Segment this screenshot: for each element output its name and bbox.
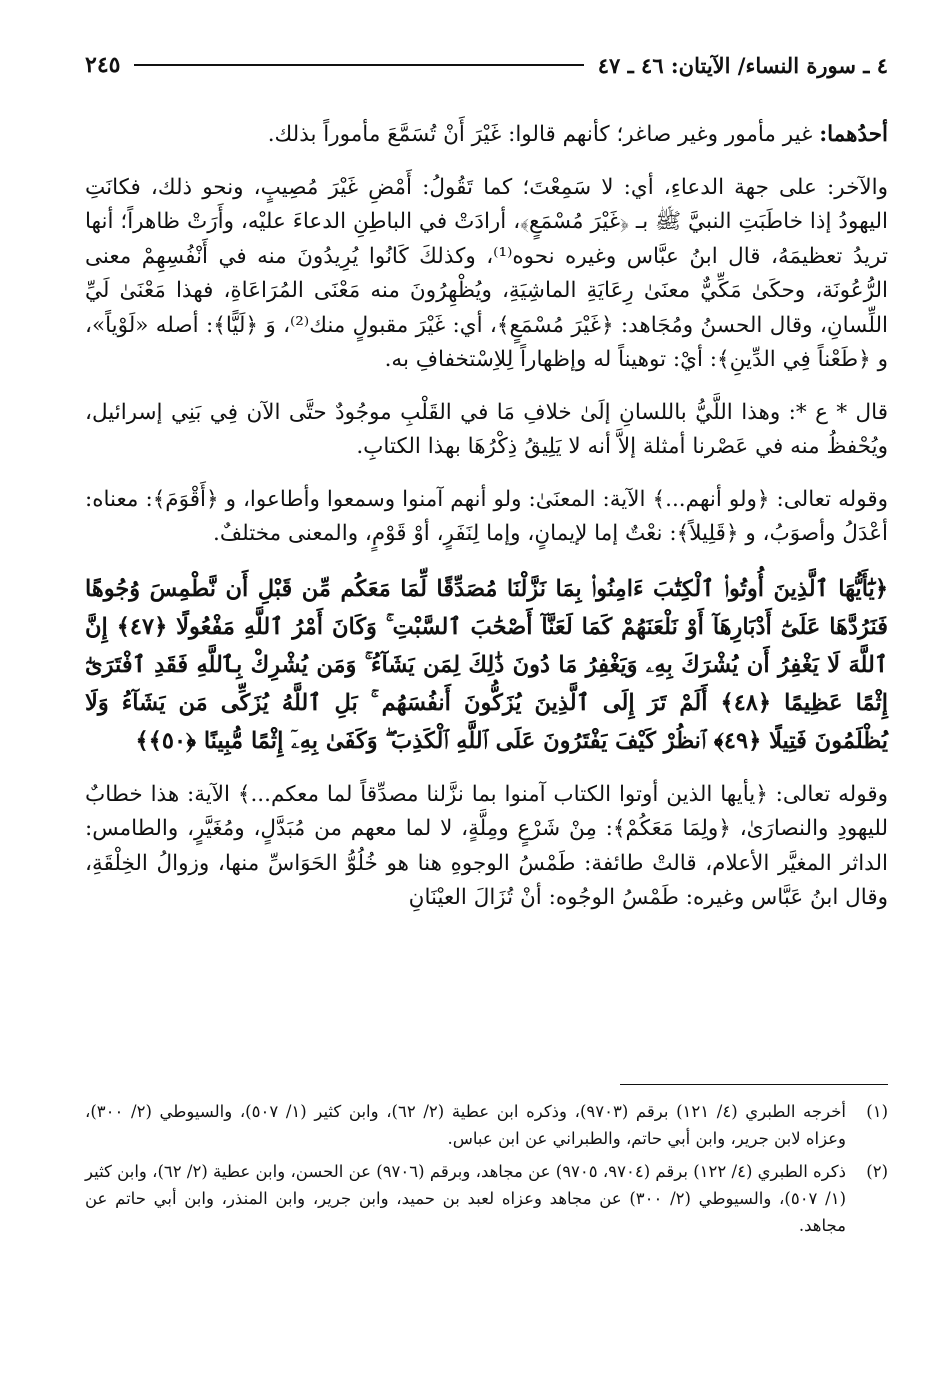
footnote-number: (١) [866,1102,888,1121]
page-header [85,45,888,85]
main-text [85,118,888,934]
footnote-number: (٢) [866,1162,888,1181]
paragraph-1 [85,118,888,153]
footnote-text: ذكره الطبري (٤/ ١٢٢) برقم (٩٧٠٤، ٩٧٠٥) عن مجاهد، وبرقم (٩٧٠٦) عن الحسن، وابن عطية (٢/ ٦٢)، وابن كثير (١/ ٥٠٧)، والسيوطي (٢/ ٣٠٠) عن مجاهد وعزاه لعبد بن حميد، وابن جرير، وابن المنذر، وابن أبي حاتم عن مجاهد. [85,1162,847,1235]
paragraph-3: قال * ع *: وهذا اللَّيُّ باللسانِ إلَىٰ خلافِ مَا في القَلْبِ موجُودٌ حتَّى الآن فِي بَنِي إسرائيل، ويُحْفظُ منه في عَصْرنا أمثلة إلاَّ أنه لا يَلِيقُ ذِكْرُهَا بهذا الكتابِ. [85,399,888,459]
paragraph-lead: أحدُهما: [819,122,888,147]
quran-verses: ﴿يَٰٓأَيُّهَا ٱلَّذِينَ أُوتُوا۟ ٱلْكِتَٰبَ ءَامِنُوا۟ بِمَا نَزَّلْنَا مُصَدِّقًا لِّمَا مَعَكُم مِّن قَبْلِ أَن نَّطْمِسَ وُجُوهًا فَنَرُدَّهَا عَلَىٰٓ أَدْبَارِهَآ أَوْ نَلْعَنَهُمْ كَمَا لَعَنَّآ أَصْحَٰبَ ٱلسَّبْتِ ۚ وَكَانَ أَمْرُ ٱللَّهِ مَفْعُولًا ﴿٤٧﴾ إِنَّ ٱللَّهَ لَا يَغْفِرُ أَن يُشْرَكَ بِهِۦ وَيَغْفِرُ مَا دُونَ ذَٰلِكَ لِمَن يَشَآءُ ۚ وَمَن يُشْرِكْ بِٱللَّهِ فَقَدِ ٱفْتَرَىٰٓ إِثْمًا عَظِيمًا ﴿٤٨﴾ أَلَمْ تَرَ إِلَى ٱلَّذِينَ يُزَكُّونَ أَنفُسَهُم ۚ بَلِ ٱللَّهُ يُزَكِّى مَن يَشَآءُ وَلَا يُظْلَمُونَ فَتِيلًا ﴿٤٩﴾ ٱنظُرْ كَيْفَ يَفْتَرُونَ عَلَى ٱللَّهِ ٱلْكَذِبَ ۖ وَكَفَىٰ بِهِۦٓ إِثْمًا مُّبِينًا ﴿٥٠﴾﴾ [85,575,889,754]
footnote-separator [620,1084,888,1085]
paragraph-2: والآخر: على جهة الدعاءِ، أي: لا سَمِعْتَ؛ كما تَقُولُ: أَمْضِ غَيْرَ مُصِيبٍ، ونحو ذلك، فكانَتِ اليهودُ إذا خاطَبَتِ النبيَّ ﷺ بـ ﴿غَيْرَ مُسْمَعٍ﴾، أرادَتْ في الباطِنِ الدعاءَ عليْه، وأَرَتْ ظاهراً؛ أنها تريدُ تعظيمَهُ، قال ابنُ عبَّاس وغيره نحوه⁽¹⁾، وكذلكَ كَانُوا يُرِيدُونَ منه في أَنْفُسِهِمْ معنى الرُّعُونَة، وحكَىٰ مَكِّيٌّ معنَىٰ رِعَايَةِ الماشِيَةِ، ويُظْهِرُونَ منه مَعْنَى المُرَاعَاةِ، فهذا مَعْنَىٰ لَيِّ اللِّسانِ، وقال الحسنُ ومُجَاهد: ﴿غَيْرَ مُسْمَعٍ﴾، أي: غَيْرَ مقبولٍ منك⁽²⁾، وَ ﴿لَيًّا﴾: أصله «لَوْياً»، و ﴿طَعْناً فِي الدِّينِ﴾: أيْ: توهيناً له وإظهاراً لِلاِسْتخفافِ به. [85,174,889,372]
paragraph-4: وقوله تعالى: ﴿ولو أنهم...﴾ الآية: المعنَىٰ: ولو أنهم آمنوا وسمعوا وأطاعوا، و ﴿أَقْوَمَ﴾: معناه: أعْدَلُ وأصوَبُ، و ﴿قَلِيلاً﴾: نعْتٌ إما لإيمانٍ، وإما لِنَفَرٍ، أوْ قَوْمٍ، والمعنى مختلفٌ. [85,486,888,546]
running-title: ٤ ـ سورة النساء/ الآيتان: ٤٦ ـ ٤٧ [597,52,888,78]
footnote-text: أخرجه الطبري (٤/ ١٢١) برقم (٩٧٠٣)، وذكره ابن عطية (٢/ ٦٢)، وابن كثير (١/ ٥٠٧)، والسيوطي (٢/ ٣٠٠)، وعزاه لابن جرير، وابن أبي حاتم، والطبراني عن ابن عباس. [85,1102,846,1148]
paragraph-5: وقوله تعالى: ﴿يأيها الذين أوتوا الكتاب آمنوا بما نزَّلنا مصدِّقاً لما معكم...﴾ الآية: هذا خطابٌ لليهودِ والنصارَىٰ، ﴿ولِمَا مَعَكُمْ﴾: مِنْ شَرْعٍ ومِلَّةٍ، لا لما معهم من مُبَدَّلٍ، ومُغَيَّرٍ، والطامس: الداثر المغيَّر الأعلام، قالتْ طائفة: طَمْسُ الوجوهِ هنا هو خُلُوُّ الحَوَاسِّ منها، وزوالُ الخِلْقَةِ، وقال ابنُ عَبَّاس وغيره: طَمْسُ الوجُوه: أنْ تُزَالَ العيْنَانِ [85,781,888,910]
footnote-2 [85,1158,888,1239]
footnote-1 [85,1098,888,1152]
page-number: ٢٤٥ [85,52,121,78]
footnotes [85,1098,888,1245]
header-rule [134,64,583,66]
paragraph-text: غير مأمور وغير صاغر؛ كأنهم قالوا: غَيْرَ أَنْ تُسَمَّعَ مأموراً بذلك. [267,122,820,147]
